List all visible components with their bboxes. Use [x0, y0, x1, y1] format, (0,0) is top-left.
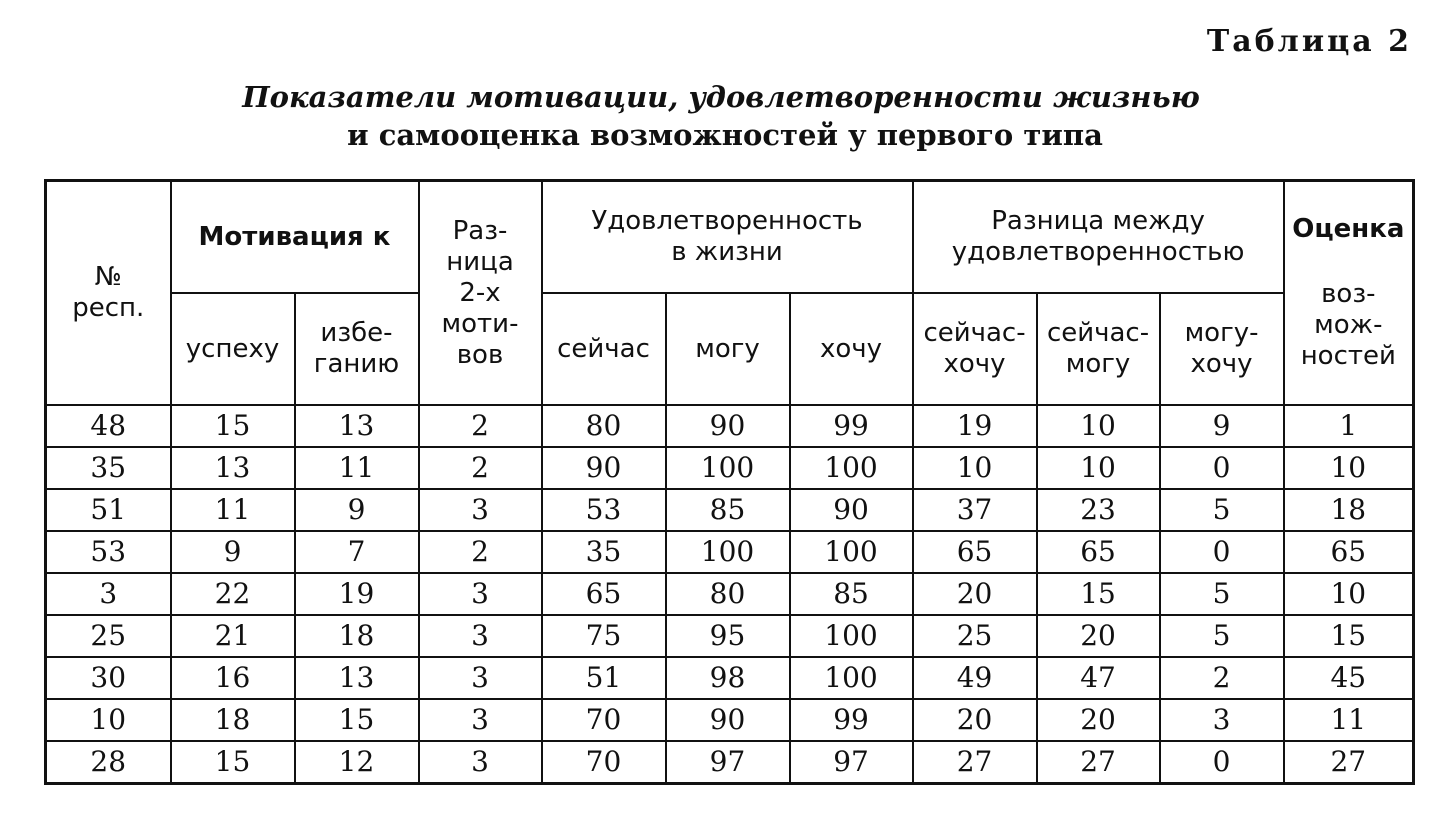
table-cell: 20 [1037, 615, 1160, 657]
table-cell: 1 [1284, 405, 1414, 447]
table-cell: 100 [790, 447, 913, 489]
table-cell: 100 [666, 447, 790, 489]
table-cell: 21 [171, 615, 295, 657]
table-row [46, 699, 1414, 741]
table-cell: 11 [171, 489, 295, 531]
table-cell: 0 [1160, 741, 1284, 784]
table-cell: 51 [542, 657, 666, 699]
table-row [46, 741, 1414, 784]
table-cell: 75 [542, 615, 666, 657]
table-cell: 13 [171, 447, 295, 489]
table-cell: 80 [542, 405, 666, 447]
table-cell: 9 [171, 531, 295, 573]
table-cell: 3 [419, 489, 542, 531]
table-cell: 3 [1160, 699, 1284, 741]
table-cell: 3 [419, 699, 542, 741]
table-cell: 3 [419, 741, 542, 784]
table-cell: 10 [46, 699, 171, 741]
table-cell: 99 [790, 405, 913, 447]
table-caption-line-2: и самооценка возможностей у первого типа [347, 118, 1103, 152]
table-cell: 48 [46, 405, 171, 447]
table-cell: 5 [1160, 615, 1284, 657]
header-can: могу [666, 293, 790, 405]
header-motive-difference: Раз- ница 2-х моти- вов [419, 181, 542, 406]
table-cell: 70 [542, 699, 666, 741]
table-cell: 65 [1284, 531, 1414, 573]
table-cell: 3 [419, 657, 542, 699]
table-cell: 15 [171, 741, 295, 784]
table-cell: 2 [419, 447, 542, 489]
header-now-can: сейчас- могу [1037, 293, 1160, 405]
table-cell: 2 [419, 405, 542, 447]
table-cell: 0 [1160, 447, 1284, 489]
table-cell: 53 [46, 531, 171, 573]
table-cell: 35 [542, 531, 666, 573]
table-cell: 35 [46, 447, 171, 489]
table-cell: 65 [542, 573, 666, 615]
table-cell: 90 [666, 699, 790, 741]
table-cell: 65 [1037, 531, 1160, 573]
header-can-want: могу- хочу [1160, 293, 1284, 405]
table-number-label: Таблица 2 [1206, 24, 1412, 59]
table-row [46, 489, 1414, 531]
header-now: сейчас [542, 293, 666, 405]
table-cell: 0 [1160, 531, 1284, 573]
table-cell: 18 [171, 699, 295, 741]
table-cell: 25 [46, 615, 171, 657]
table-row [46, 657, 1414, 699]
table-cell: 80 [666, 573, 790, 615]
table-cell: 30 [46, 657, 171, 699]
table-cell: 10 [1037, 405, 1160, 447]
header-respondent-number: № респ. [46, 181, 171, 406]
table-cell: 7 [295, 531, 419, 573]
table-cell: 100 [790, 657, 913, 699]
data-table [44, 179, 1415, 785]
table-cell: 10 [1037, 447, 1160, 489]
header-ability-assessment: Оценка воз- мож- ностей [1284, 181, 1414, 406]
table-cell: 90 [542, 447, 666, 489]
table-cell: 13 [295, 405, 419, 447]
table-cell: 10 [913, 447, 1037, 489]
table-cell: 5 [1160, 573, 1284, 615]
table-cell: 18 [1284, 489, 1414, 531]
table-body [46, 405, 1414, 784]
table-cell: 9 [295, 489, 419, 531]
table-cell: 20 [1037, 699, 1160, 741]
table-cell: 97 [790, 741, 913, 784]
table-cell: 51 [46, 489, 171, 531]
table-cell: 98 [666, 657, 790, 699]
table-cell: 19 [295, 573, 419, 615]
table-cell: 27 [1284, 741, 1414, 784]
table-cell: 70 [542, 741, 666, 784]
table-cell: 85 [666, 489, 790, 531]
table-row [46, 615, 1414, 657]
header-want: хочу [790, 293, 913, 405]
table-row [46, 531, 1414, 573]
table-cell: 2 [1160, 657, 1284, 699]
table-cell: 27 [913, 741, 1037, 784]
header-avoidance: избе- ганию [295, 293, 419, 405]
table-cell: 3 [419, 573, 542, 615]
table-cell: 19 [913, 405, 1037, 447]
table-cell: 20 [913, 699, 1037, 741]
table-cell: 90 [666, 405, 790, 447]
table-cell: 11 [295, 447, 419, 489]
table-cell: 99 [790, 699, 913, 741]
header-now-want: сейчас- хочу [913, 293, 1037, 405]
table-cell: 9 [1160, 405, 1284, 447]
table-cell: 45 [1284, 657, 1414, 699]
table-cell: 3 [46, 573, 171, 615]
table-cell: 10 [1284, 447, 1414, 489]
table-cell: 15 [295, 699, 419, 741]
table-cell: 23 [1037, 489, 1160, 531]
table-cell: 12 [295, 741, 419, 784]
table-cell: 100 [790, 531, 913, 573]
header-success: успеху [171, 293, 295, 405]
table-cell: 15 [1284, 615, 1414, 657]
header-satisfaction-difference: Разница между удовлетворенностью [913, 181, 1284, 294]
table-row [46, 447, 1414, 489]
table-cell: 5 [1160, 489, 1284, 531]
table-cell: 28 [46, 741, 171, 784]
table-cell: 3 [419, 615, 542, 657]
table-cell: 15 [1037, 573, 1160, 615]
header-motivation: Мотивация к [171, 181, 419, 294]
table-cell: 11 [1284, 699, 1414, 741]
table-cell: 95 [666, 615, 790, 657]
table-cell: 100 [666, 531, 790, 573]
table-cell: 37 [913, 489, 1037, 531]
table-cell: 13 [295, 657, 419, 699]
table-cell: 25 [913, 615, 1037, 657]
table-cell: 90 [790, 489, 913, 531]
table-row [46, 573, 1414, 615]
table-cell: 22 [171, 573, 295, 615]
table-cell: 49 [913, 657, 1037, 699]
table-cell: 53 [542, 489, 666, 531]
table-caption-line-1: Показатели мотивации, удовлетворенности жизнью [242, 80, 1200, 114]
table-cell: 15 [171, 405, 295, 447]
table-cell: 20 [913, 573, 1037, 615]
table-cell: 16 [171, 657, 295, 699]
table-cell: 18 [295, 615, 419, 657]
table-row [46, 405, 1414, 447]
table-cell: 97 [666, 741, 790, 784]
table-cell: 27 [1037, 741, 1160, 784]
table-cell: 85 [790, 573, 913, 615]
table-cell: 10 [1284, 573, 1414, 615]
table-cell: 47 [1037, 657, 1160, 699]
table-cell: 100 [790, 615, 913, 657]
table-cell: 65 [913, 531, 1037, 573]
header-life-satisfaction: Удовлетворенность в жизни [542, 181, 913, 294]
table-cell: 2 [419, 531, 542, 573]
